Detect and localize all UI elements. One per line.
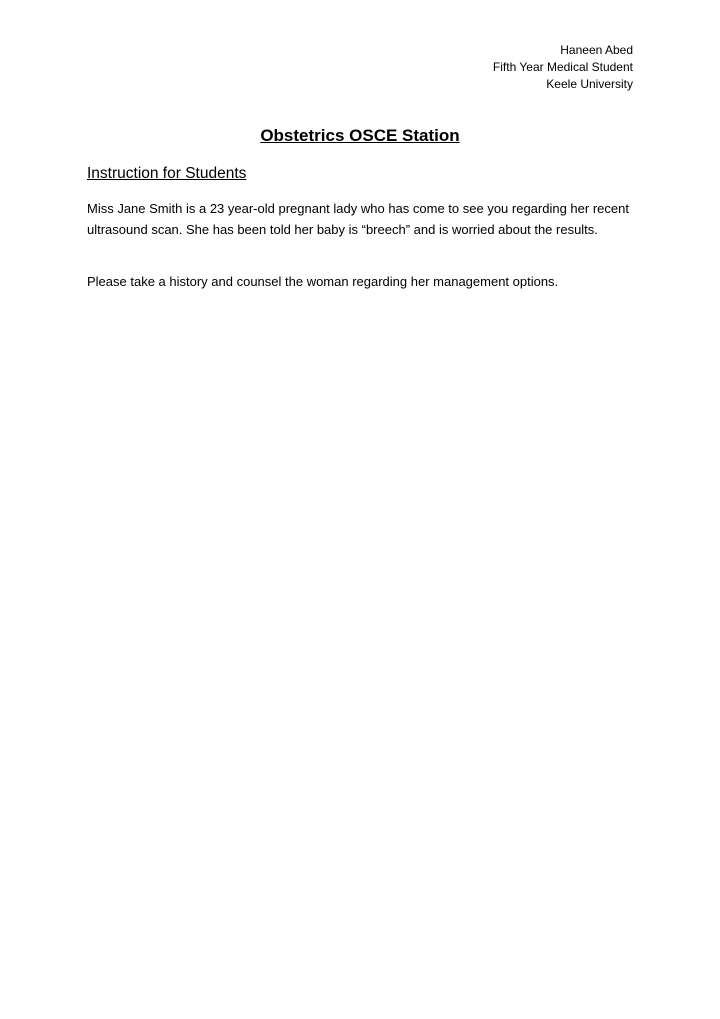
author-affiliation: Keele University bbox=[546, 77, 633, 91]
author-role: Fifth Year Medical Student bbox=[492, 60, 633, 74]
instruction-paragraph-1: Miss Jane Smith is a 23 year-old pregnant lady who has come to see you regarding her recent ultrasound scan. She has been told her baby is “breech” and is worried about the results. bbox=[87, 201, 629, 237]
author-name: Haneen Abed bbox=[560, 43, 633, 57]
document-title: Obstetrics OSCE Station bbox=[260, 126, 460, 145]
instruction-paragraph-2: Please take a history and counsel the woman regarding her management options. bbox=[87, 274, 559, 289]
author-block bbox=[493, 42, 633, 93]
section-heading: Instruction for Students bbox=[87, 165, 247, 182]
